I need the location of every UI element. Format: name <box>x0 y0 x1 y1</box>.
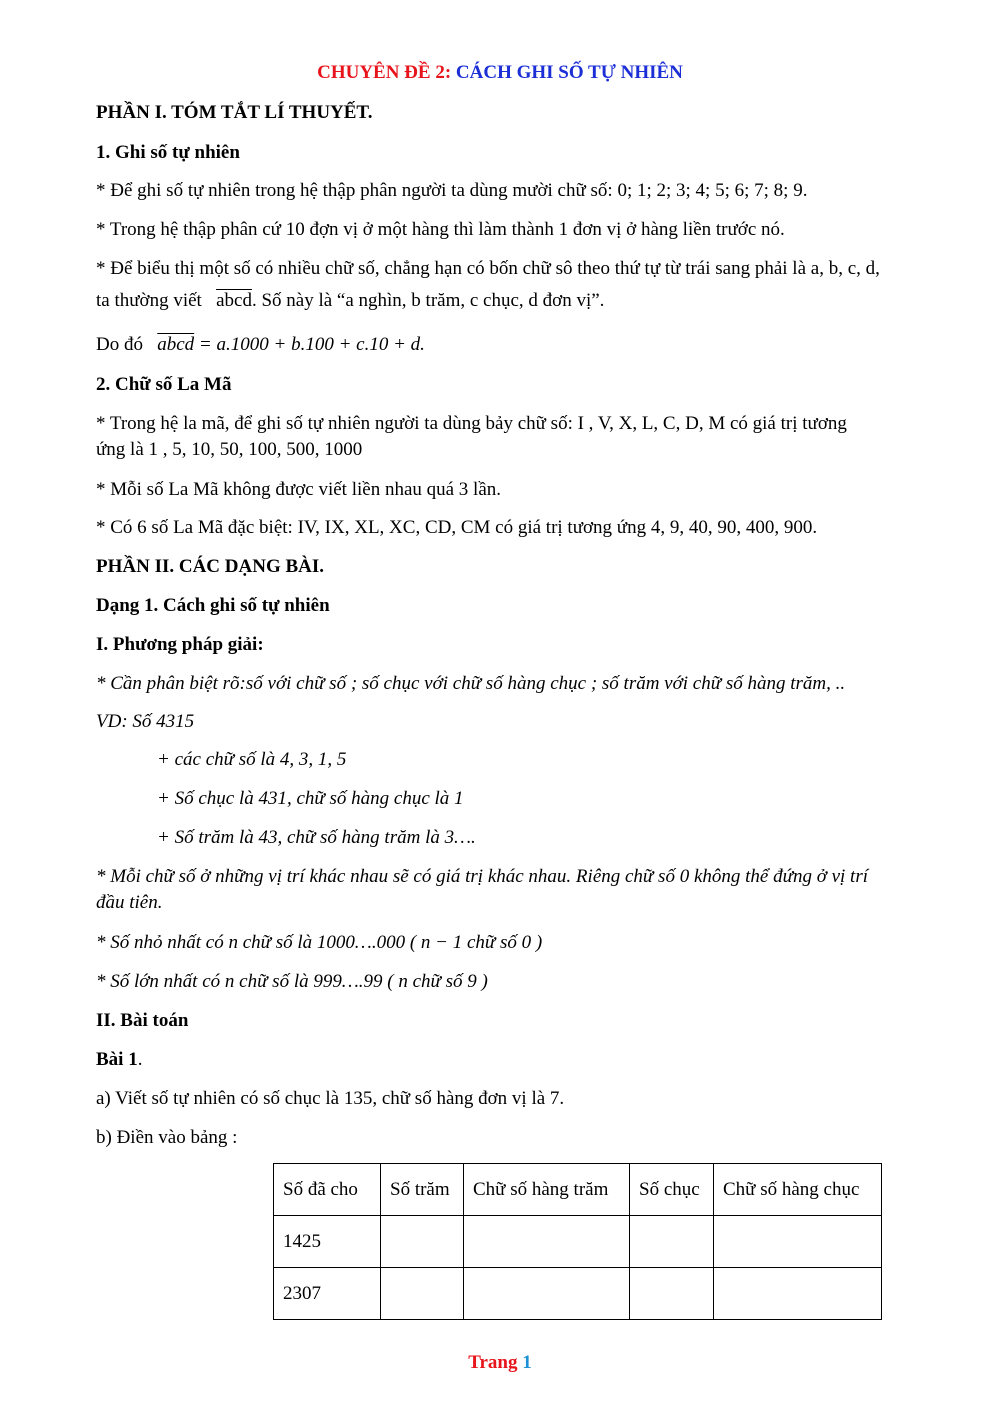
table-header-cell: Chữ số hàng chục <box>714 1164 882 1216</box>
abcd-formula <box>96 331 916 358</box>
table-cell[interactable] <box>464 1268 630 1320</box>
problem-1-label: Bài 1. <box>96 1049 143 1070</box>
table-cell[interactable] <box>630 1216 714 1268</box>
table-cell[interactable] <box>464 1216 630 1268</box>
problem-1-label-text: Bài 1 <box>96 1049 138 1070</box>
part2-heading: PHẦN II. CÁC DẠNG BÀI. <box>96 556 325 577</box>
table-cell[interactable] <box>381 1216 464 1268</box>
table-cell[interactable] <box>630 1268 714 1320</box>
example-label: VD: Số 4315 <box>96 711 195 732</box>
dang1-heading: Dạng 1. Cách ghi số tự nhiên <box>96 595 330 616</box>
fill-in-table <box>273 1163 882 1320</box>
section2-paragraph-1-line-2: ứng là 1 , 5, 10, 50, 100, 500, 1000 <box>96 439 363 460</box>
table-row <box>274 1216 882 1268</box>
abcd-intro-text: ta thường viết <box>96 290 202 311</box>
table-cell[interactable] <box>714 1268 882 1320</box>
section2-paragraph-2: * Mỗi số La Mã không được viết liền nhau quá 3 lần. <box>96 479 502 500</box>
method-paragraph-2-line-1: * Mỗi chữ số ở những vị trí khác nhau sẽ có giá trị khác nhau. Riêng chữ số 0 không thể đứng ở vị trí <box>96 866 869 887</box>
table-row <box>274 1268 882 1320</box>
problem-1b: b) Điền vào bảng : <box>96 1127 238 1148</box>
table-header-row <box>274 1164 882 1216</box>
title-part-1: CHUYÊN ĐỀ 2: <box>317 62 452 83</box>
method-heading: I. Phương pháp giải: <box>96 634 264 655</box>
footer-page-number: 1 <box>522 1352 532 1373</box>
example-item-1: + các chữ số là 4, 3, 1, 5 <box>157 749 347 770</box>
section1-heading: 1. Ghi số tự nhiên <box>96 142 240 163</box>
section1-paragraph-1: * Để ghi số tự nhiên trong hệ thập phân người ta dùng mười chữ số: 0; 1; 2; 3; 4; 5; 6; 7; 8; 9. <box>96 180 808 201</box>
title-part-2: CÁCH GHI SỐ TỰ NHIÊN <box>455 62 683 83</box>
table-cell[interactable] <box>381 1268 464 1320</box>
section1-paragraph-3-line-1: * Để biểu thị một số có nhiều chữ số, chẳng hạn có bốn chữ sô theo thứ tự từ trái sang phải là a, b, c, d, <box>96 258 880 279</box>
page-footer <box>0 1352 1000 1374</box>
section2-paragraph-3: * Có 6 số La Mã đặc biệt: IV, IX, XL, XC, CD, CM có giá trị tương ứng 4, 9, 40, 90, 400, 900. <box>96 517 818 538</box>
example-item-2: + Số chục là 431, chữ số hàng chục là 1 <box>157 788 464 809</box>
formula-prefix: Do đó <box>96 334 143 355</box>
formula-expansion: = a.1000 + b.100 + c.10 + d. <box>198 334 425 355</box>
abcd-explanation-text: . Số này là “a nghìn, b trăm, c chục, d đơn vị”. <box>251 290 605 311</box>
section2-heading: 2. Chữ số La Mã <box>96 374 232 395</box>
abcd-overline-number: abcd <box>216 290 252 311</box>
table-cell: 2307 <box>274 1268 381 1320</box>
part1-heading: PHẦN I. TÓM TẮT LÍ THUYẾT. <box>96 102 373 123</box>
table-header-cell: Số đã cho <box>274 1164 381 1216</box>
section2-paragraph-1-line-1: * Trong hệ la mã, để ghi số tự nhiên người ta dùng bảy chữ số: I , V, X, L, C, D, M có giá trị tương <box>96 413 847 434</box>
method-paragraph-3: * Số nhỏ nhất có n chữ số là 1000….000 ( n − 1 chữ số 0 ) <box>96 932 543 953</box>
method-paragraph-4: * Số lớn nhất có n chữ số là 999….99 ( n chữ số 9 ) <box>96 971 488 992</box>
problem-1a: a) Viết số tự nhiên có số chục là 135, chữ số hàng đơn vị là 7. <box>96 1088 565 1109</box>
footer-label: Trang <box>468 1352 518 1373</box>
table-header-cell: Chữ số hàng trăm <box>464 1164 630 1216</box>
section1-paragraph-2: * Trong hệ thập phân cứ 10 đợn vị ở một hàng thì làm thành 1 đơn vị ở hàng liền trước nó. <box>96 219 785 240</box>
table-header-cell: Số trăm <box>381 1164 464 1216</box>
table-cell: 1425 <box>274 1216 381 1268</box>
example-item-3: + Số trăm là 43, chữ số hàng trăm là 3…. <box>157 827 476 848</box>
method-paragraph-1: * Cần phân biệt rõ:số với chữ số ; số chục với chữ số hàng chục ; số trăm với chữ số hàng trăm, .. <box>96 673 846 694</box>
formula-abcd: abcd <box>157 334 195 355</box>
table-cell[interactable] <box>714 1216 882 1268</box>
section1-paragraph-3-line-2 <box>96 287 916 314</box>
document-title <box>0 62 1000 84</box>
method-paragraph-2-line-2: đầu tiên. <box>96 892 163 913</box>
problems-heading: II. Bài toán <box>96 1010 189 1031</box>
table-header-cell: Số chục <box>630 1164 714 1216</box>
